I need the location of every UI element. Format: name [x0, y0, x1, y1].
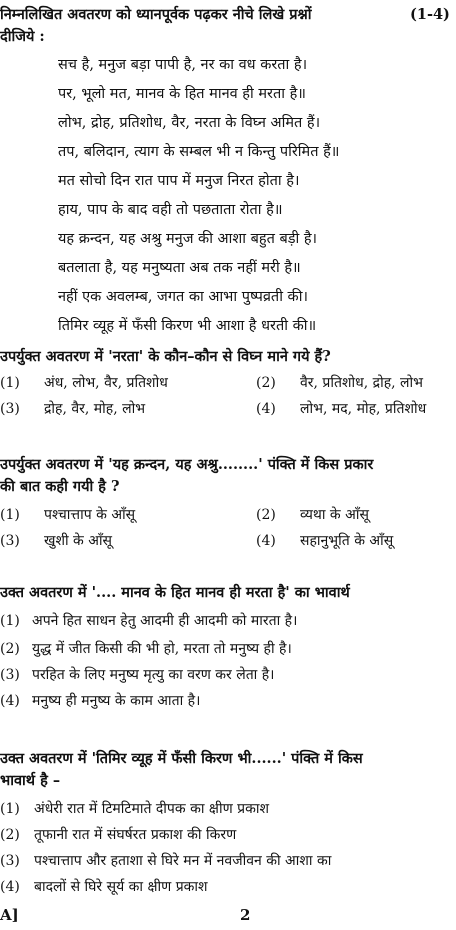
- option-1[interactable]: (1) अंधेरी रात में टिमटिमाते दीपक का क्षीण प्रकाश: [0, 801, 270, 817]
- option-4[interactable]: (4) बादलों से घिरे सूर्य का क्षीण प्रकाश: [0, 879, 208, 895]
- option-4[interactable]: (4) सहानुभूति के आँसू: [256, 533, 394, 549]
- poem-line: नहीं एक अवलम्ब, जगत का आभा पुष्पव्रती की।: [58, 289, 308, 305]
- poem-line: बतलाता है, यह मनुष्यता अब तक नहीं मरी है॥: [58, 260, 301, 276]
- question-text: उपर्युक्त अवतरण में 'यह क्रन्दन, यह अश्रु........' पंक्ति में किस प्रकार: [0, 456, 374, 473]
- poem-line: तिमिर व्यूह में फँसी किरण भी आशा है धरती की॥: [58, 318, 317, 334]
- poem-line: तप, बलिदान, त्याग के सम्बल भी न किन्तु परिमित हैं॥: [58, 144, 340, 160]
- page-number: 2: [240, 906, 251, 924]
- question-text: उपर्युक्त अवतरण में 'नरता' के कौन–कौन से विघ्न माने गये हैं?: [0, 348, 331, 365]
- option-2[interactable]: (2) युद्ध में जीत किसी की भी हो, मरता तो मनुष्य ही है।: [0, 641, 292, 657]
- poem-line: यह क्रन्दन, यह अश्रु मनुज की आशा बहुत बड़ी है।: [58, 231, 318, 247]
- option-3[interactable]: (3) परहित के लिए मनुष्य मृत्यु का वरण कर लेता है।: [0, 667, 275, 683]
- option-1[interactable]: (1) अंध, लोभ, वैर, प्रतिशोध: [0, 375, 168, 391]
- option-3[interactable]: (3) खुशी के आँसू: [0, 533, 113, 549]
- poem-line: लोभ, द्रोह, प्रतिशोध, वैर, नरता के विघ्न अमित हैं।: [58, 115, 321, 131]
- option-3[interactable]: (3) पश्चात्ताप और हताशा से घिरे मन में नवजीवन की आशा का: [0, 853, 332, 869]
- poem-line: पर, भूलो मत, मानव के हित मानव ही मरता है॥: [58, 86, 306, 102]
- option-4[interactable]: (4) लोभ, मद, मोह, प्रतिशोध: [256, 401, 427, 417]
- option-2[interactable]: (2) तूफानी रात में संघर्षरत प्रकाश की किरण: [0, 827, 237, 843]
- poem-line: सच है, मनुज बड़ा पापी है, नर का वध करता है।: [58, 57, 308, 73]
- question-text: उक्त अवतरण में 'तिमिर व्यूह में फँसी किरण भी......' पंक्ति में किस: [0, 750, 363, 767]
- option-2[interactable]: (2) व्यथा के आँसू: [256, 507, 369, 523]
- question-text: की बात कही गयी है ?: [0, 478, 120, 495]
- instruction-text: निम्नलिखित अवतरण को ध्यानपूर्वक पढ़कर नीचे लिखे प्रश्नों: [0, 6, 312, 23]
- poem-line: मत सोचो दिन रात पाप में मनुज निरत होता है।: [58, 173, 300, 189]
- option-4[interactable]: (4) मनुष्य ही मनुष्य के काम आता है।: [0, 693, 201, 709]
- option-3[interactable]: (3) द्रोह, वैर, मोह, लोभ: [0, 401, 146, 417]
- instruction-line-2: दीजिये :: [0, 28, 45, 45]
- option-2[interactable]: (2) वैर, प्रतिशोध, द्रोह, लोभ: [256, 375, 423, 391]
- option-1[interactable]: (1) पश्चात्ताप के आँसू: [0, 507, 136, 523]
- instruction-line-1: [0, 8, 312, 23]
- question-range: (1-4): [410, 6, 450, 23]
- option-1[interactable]: (1) अपने हित साधन हेतु आदमी ही आदमी को मारता है।: [0, 613, 298, 629]
- footer-label: A]: [0, 906, 19, 924]
- question-text: भावार्थ है –: [0, 772, 61, 789]
- question-text: उक्त अवतरण में '.... मानव के हित मानव ही मरता है' का भावार्थ: [0, 584, 350, 601]
- poem-line: हाय, पाप के बाद वही तो पछताता रोता है॥: [58, 202, 283, 218]
